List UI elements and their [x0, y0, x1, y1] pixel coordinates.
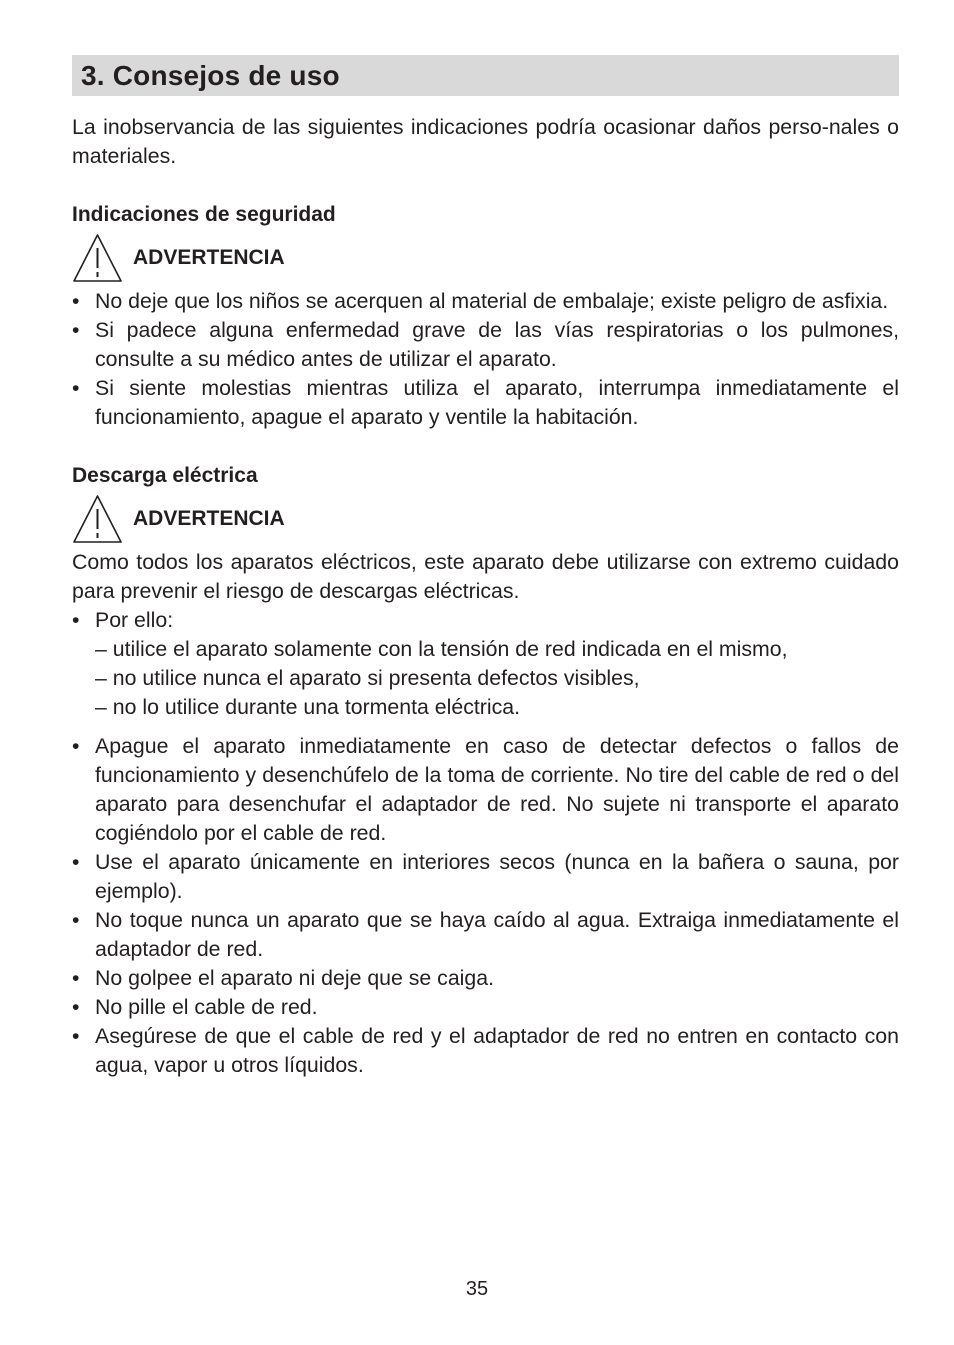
- dash-list: [95, 635, 899, 722]
- list-item: • Si siente molestias mientras utiliza el aparato, interrumpa inmediatamente el funcionamiento, apague el aparato y ventile la habitación.: [72, 374, 899, 432]
- list-item: • No golpee el aparato ni deje que se caiga.: [72, 964, 899, 993]
- section-title: 3. Consejos de uso: [81, 59, 340, 91]
- section-header: [72, 55, 899, 96]
- page-content: [72, 55, 899, 1080]
- list-item: • Asegúrese de que el cable de red y el adaptador de red no entren en contacto con agua, vapor u otros líquidos.: [72, 1022, 899, 1080]
- warning-label: ADVERTENCIA: [133, 246, 285, 269]
- electric-list-b: [72, 732, 899, 1080]
- dash-item: – utilice el aparato solamente con la tensión de red indicada en el mismo,: [95, 637, 788, 661]
- dash-item: – no lo utilice durante una tormenta eléctrica.: [95, 695, 521, 719]
- dash-item: – no utilice nunca el aparato si presenta defectos visibles,: [95, 666, 640, 690]
- warning-label: ADVERTENCIA: [133, 507, 285, 530]
- page-number: 35: [465, 1278, 489, 1300]
- list-item: • Use el aparato únicamente en interiores secos (nunca en la bañera o sauna, por ejemplo).: [72, 848, 899, 906]
- electric-heading: Descarga eléctrica: [72, 464, 258, 487]
- intro-paragraph: La inobservancia de las siguientes indicaciones podría ocasionar daños perso-nales o materiales.: [72, 115, 899, 168]
- list-item: • No toque nunca un aparato que se haya caído al agua. Extraiga inmediatamente el adaptador de red.: [72, 906, 899, 964]
- list-item: • Si padece alguna enfermedad grave de las vías respiratorias o los pulmones, consulte a su médico antes de utilizar el aparato.: [72, 316, 899, 374]
- electric-warning: [72, 490, 899, 548]
- safety-list: [72, 287, 899, 432]
- electric-list-a: [72, 606, 899, 635]
- warning-triangle-icon: [72, 233, 123, 283]
- list-item: • Por ello:: [72, 606, 899, 635]
- warning-triangle-icon: [72, 494, 123, 544]
- list-item: • Apague el aparato inmediatamente en caso de detectar defectos o fallos de funcionamiento y desenchúfelo de la toma de corriente. No tire del cable de red o del aparato para desenchufar el adaptador de red. No sujete ni transporte el aparato cogiéndolo por el cable de red.: [72, 732, 899, 848]
- safety-warning: [72, 229, 899, 287]
- list-item: • No pille el cable de red.: [72, 993, 899, 1022]
- safety-heading: Indicaciones de seguridad: [72, 203, 336, 226]
- list-item: • No deje que los niños se acerquen al material de embalaje; existe peligro de asfixia.: [72, 287, 899, 316]
- electric-intro: Como todos los aparatos eléctricos, este aparato debe utilizarse con extremo cuidado para prevenir el riesgo de descargas eléctricas.: [72, 550, 899, 603]
